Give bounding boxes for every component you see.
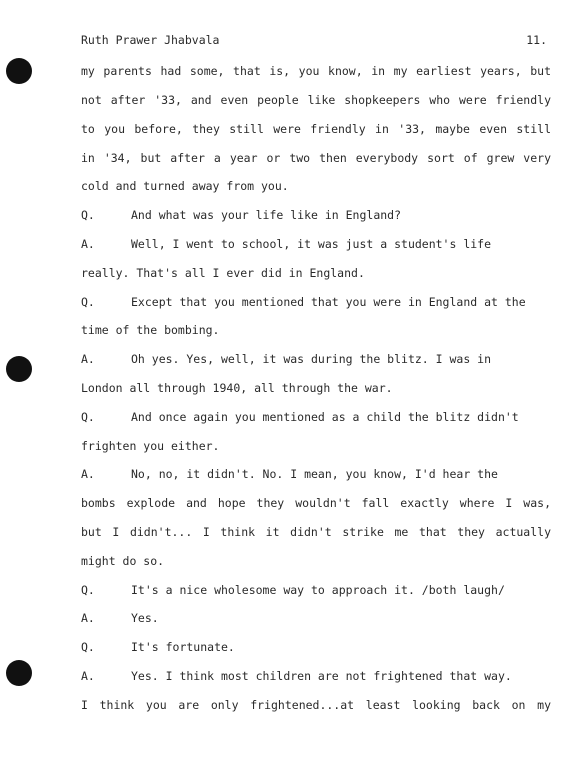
page-number: 11.	[526, 33, 547, 47]
transcript-line-answer: A. Oh yes. Yes, well, it was during the blitz. I was in	[81, 349, 551, 369]
speaker-label: Q.	[81, 295, 95, 309]
speaker-label: A.	[81, 467, 95, 481]
transcript-line: really. That's all I ever did in England.	[81, 266, 365, 280]
speaker-label: A.	[81, 352, 95, 366]
transcript-line-question: Q. It's a nice wholesome way to approach it. /both laugh/	[81, 580, 551, 600]
transcript-line-question: Q. And what was your life like in England?	[81, 205, 551, 225]
header-author: Ruth Prawer Jhabvala	[81, 33, 220, 47]
transcript-line-answer: A. Well, I went to school, it was just a student's life	[81, 234, 551, 254]
speaker-label: A.	[81, 611, 95, 625]
transcript-line: frighten you either.	[81, 439, 220, 453]
transcript-line-answer: A. Yes.	[81, 608, 551, 628]
speaker-label: Q.	[81, 640, 95, 654]
transcript-line: London all through 1940, all through the war.	[81, 381, 393, 395]
transcript-line: bombs explode and hope they wouldn't fall exactly where I was,	[81, 496, 551, 510]
transcript-line-question: Q. It's fortunate.	[81, 637, 551, 657]
transcript-line: might do so.	[81, 554, 165, 568]
transcript-line-answer: A. No, no, it didn't. No. I mean, you know, I'd hear the	[81, 464, 551, 484]
transcript-line-answer: A. Yes. I think most children are not frightened that way.	[81, 666, 551, 686]
punch-hole-top	[6, 58, 32, 84]
punch-hole-bottom	[6, 660, 32, 686]
page-header	[81, 30, 547, 50]
transcript-line: but I didn't... I think it didn't strike me that they actually	[81, 525, 551, 539]
speaker-label: A.	[81, 237, 95, 251]
transcript-line-question: Q. And once again you mentioned as a child the blitz didn't	[81, 407, 551, 427]
transcript-line-question: Q. Except that you mentioned that you were in England at the	[81, 292, 551, 312]
speaker-label: A.	[81, 669, 95, 683]
transcript-line: cold and turned away from you.	[81, 179, 289, 193]
speaker-label: Q.	[81, 410, 95, 424]
transcript-line: I think you are only frightened...at least looking back on my	[81, 698, 551, 712]
transcript-line: in '34, but after a year or two then everybody sort of grew very	[81, 151, 551, 165]
punch-hole-middle	[6, 356, 32, 382]
transcript-line: time of the bombing.	[81, 323, 220, 337]
transcript-line: to you before, they still were friendly in '33, maybe even still	[81, 122, 551, 136]
transcript-line: not after '33, and even people like shopkeepers who were friendly	[81, 93, 551, 107]
speaker-label: Q.	[81, 208, 95, 222]
speaker-label: Q.	[81, 583, 95, 597]
transcript-line: my parents had some, that is, you know, in my earliest years, but	[81, 64, 551, 78]
